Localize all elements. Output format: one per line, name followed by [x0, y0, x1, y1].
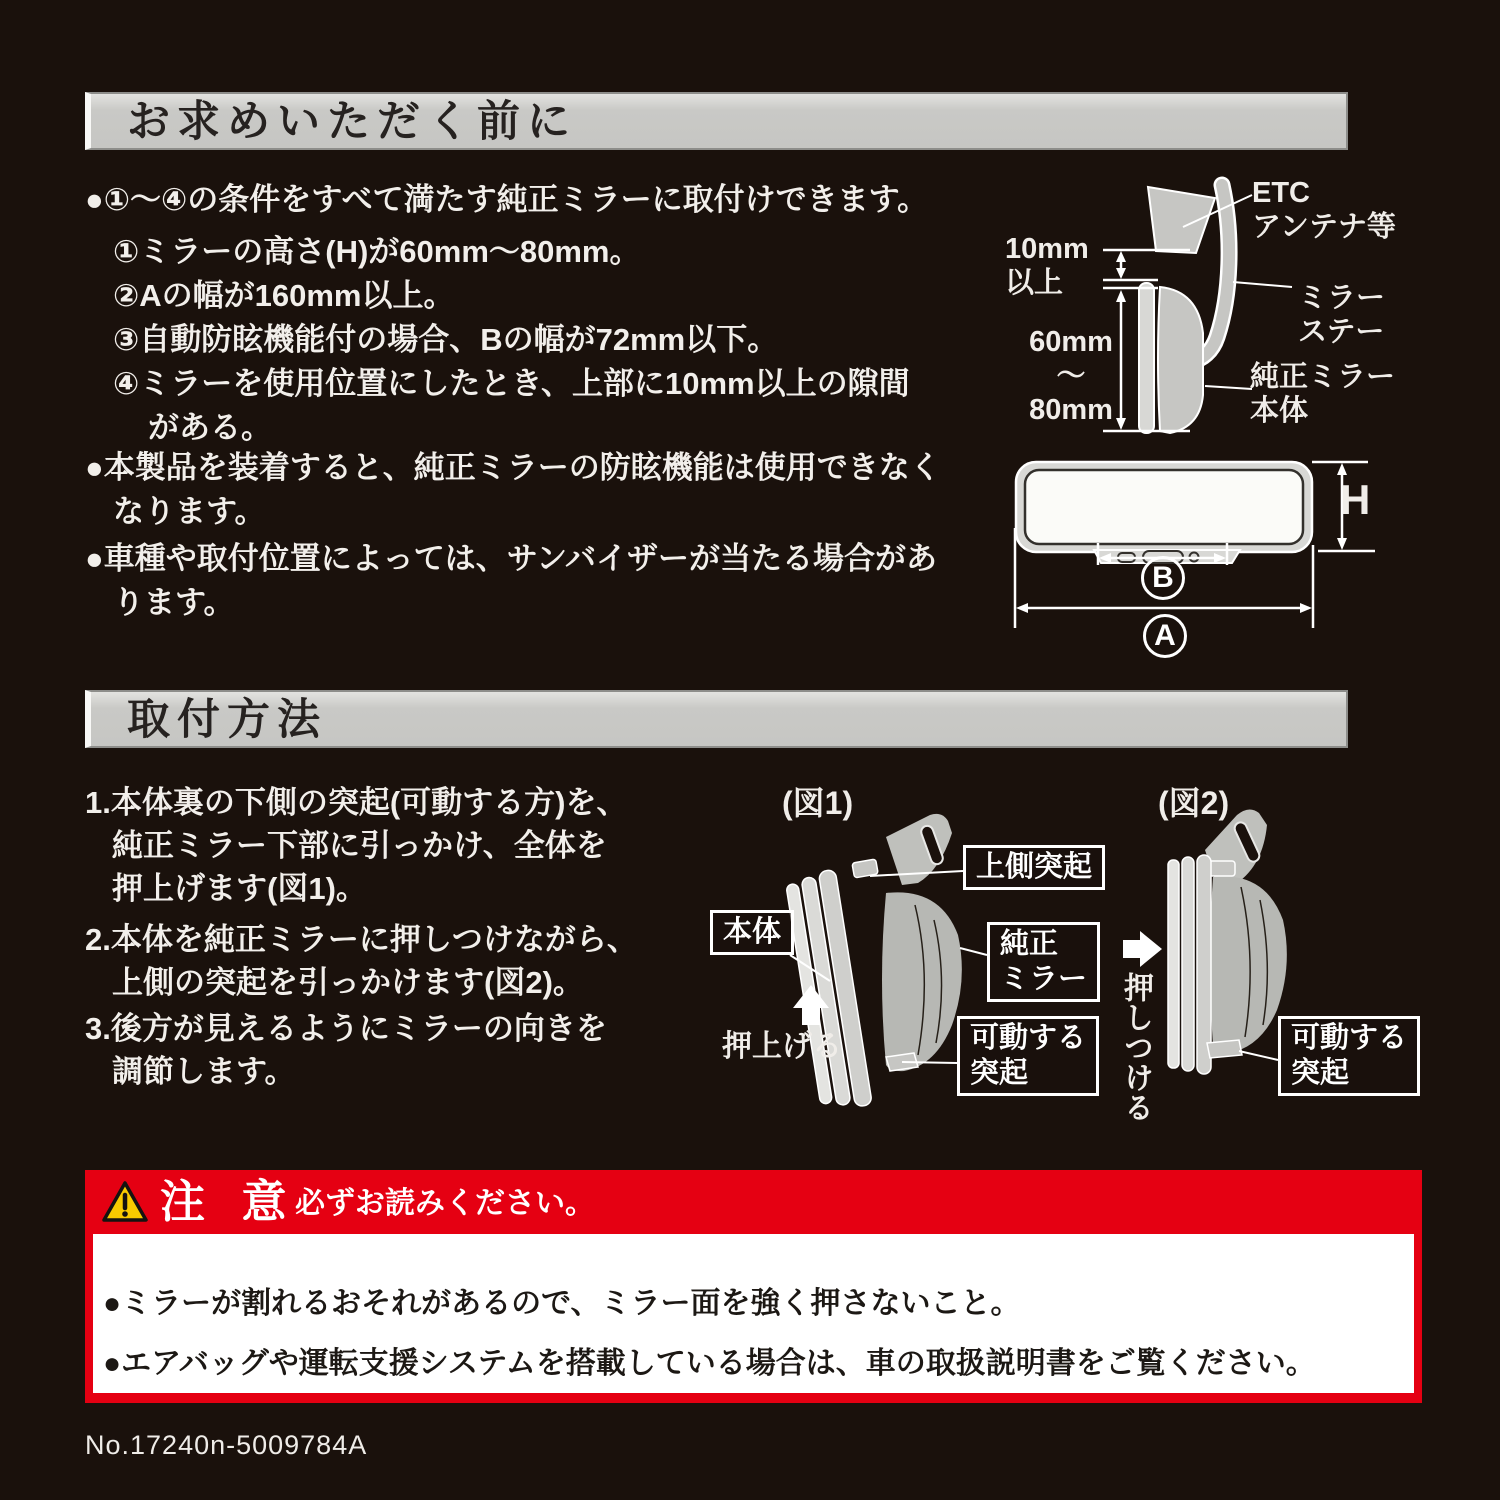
- mirror-glass-shape: [1139, 283, 1154, 433]
- section-install-header-bar: [85, 690, 1348, 748]
- mirror-front-face: [1025, 470, 1303, 544]
- height-dimension-label: 60mm ～ 80mm: [1029, 326, 1113, 426]
- intro-bullet: ●①～④の条件をすべて満たす純正ミラーに取付けできます。: [85, 182, 929, 217]
- warning-item-2: ●エアバッグや運転支援システムを搭載している場合は、車の取扱説明書をご覧ください。: [103, 1347, 1316, 1380]
- figure2-title: (図2): [1158, 785, 1230, 821]
- section-before-header-bar: [85, 92, 1348, 150]
- warning-body: [93, 1234, 1414, 1393]
- condition-4-cont: がある。: [148, 410, 272, 445]
- note1-line1: ●本製品を装着すると、純正ミラーの防眩機能は使用できなく: [85, 450, 941, 485]
- figure1-title: (図1): [782, 785, 854, 821]
- step1-line2: 純正ミラー下部に引っかけ、全体を: [112, 828, 607, 863]
- warning-item-1: ●ミラーが割れるおそれがあるので、ミラー面を強く押さないこと。: [103, 1287, 1021, 1320]
- fig1-upper-hook-label: 上側突起: [963, 845, 1105, 890]
- fig2-leader-line: [1239, 1051, 1278, 1060]
- step1-line3: 押上げます(図1)。: [112, 871, 367, 906]
- fig1-body-label: 本体: [710, 910, 794, 955]
- warning-box: [85, 1170, 1422, 1403]
- note2-line2: ります。: [113, 585, 235, 620]
- condition-3: ③自動防眩機能付の場合、Bの幅が72mm以下。: [113, 322, 779, 357]
- warning-triangle-icon: [101, 1180, 149, 1225]
- step3-line1: 3.後方が見えるようにミラーの向きを: [85, 1011, 607, 1046]
- fig2-upper-hook-shape: [1209, 861, 1235, 876]
- fig2-product-body-shape: [1168, 855, 1211, 1074]
- fig1-oem-mirror-label: 純正 ミラー: [987, 922, 1100, 1002]
- mirror-stay-label: ミラー ステー: [1298, 282, 1386, 348]
- step2-line2: 上側の突起を引っかけます(図2)。: [112, 965, 584, 1000]
- oem-mirror-body-label: 純正ミラー 本体: [1250, 361, 1396, 427]
- fig2-press-label: 押しつける: [1119, 972, 1152, 1122]
- fig2-movable-hook-label: 可動する 突起: [1278, 1016, 1420, 1096]
- document-number: No.17240n-5009784A: [85, 1430, 368, 1460]
- fig2-movable-hook-shape: [1207, 1040, 1242, 1058]
- condition-1: ①ミラーの高さ(H)が60mm～80mm。: [113, 234, 641, 269]
- gap-dimension-label: 10mm 以上: [1005, 233, 1089, 299]
- note2-line1: ●車種や取付位置によっては、サンバイザーが当たる場合があ: [85, 541, 938, 576]
- condition-4: ④ミラーを使用位置にしたとき、上部に10mm以上の隙間: [113, 366, 910, 401]
- fig2-oem-mirror-shape: [1210, 876, 1287, 1053]
- step3-line2: 調節します。: [112, 1054, 296, 1089]
- step2-line1: 2.本体を純正ミラーに押しつけながら、: [85, 922, 638, 957]
- oem-mirror-body-shape: [1158, 287, 1203, 433]
- step1-line1: 1.本体裏の下側の突起(可動する方)を、: [85, 785, 628, 820]
- front-view-diagram: [1000, 450, 1470, 665]
- a-dimension-label: A: [1143, 614, 1187, 658]
- b-dimension-label: B: [1141, 556, 1185, 600]
- section-install-title: 取付方法: [127, 696, 327, 744]
- fig1-product-body-shape: [785, 869, 873, 1112]
- warning-title: 注 意: [160, 1176, 299, 1227]
- warning-header: [85, 1170, 1422, 1234]
- section-before-title: お求めいただく前に: [127, 98, 577, 146]
- fig1-push-up-label: 押上げる: [722, 1030, 842, 1063]
- fig1-oem-mirror-shape: [882, 892, 962, 1071]
- press-arrow-icon: [1123, 931, 1162, 967]
- warning-subtitle: 必ずお読みください。: [295, 1187, 595, 1220]
- note1-line2: なります。: [113, 494, 266, 529]
- condition-2: ②Aの幅が160mm以上。: [113, 278, 455, 313]
- fig1-movable-hook-label: 可動する 突起: [957, 1016, 1099, 1096]
- etc-antenna-label: ETC アンテナ等: [1252, 177, 1396, 243]
- h-dimension-label: H: [1340, 476, 1371, 523]
- etc-antenna-shape: [1148, 187, 1215, 253]
